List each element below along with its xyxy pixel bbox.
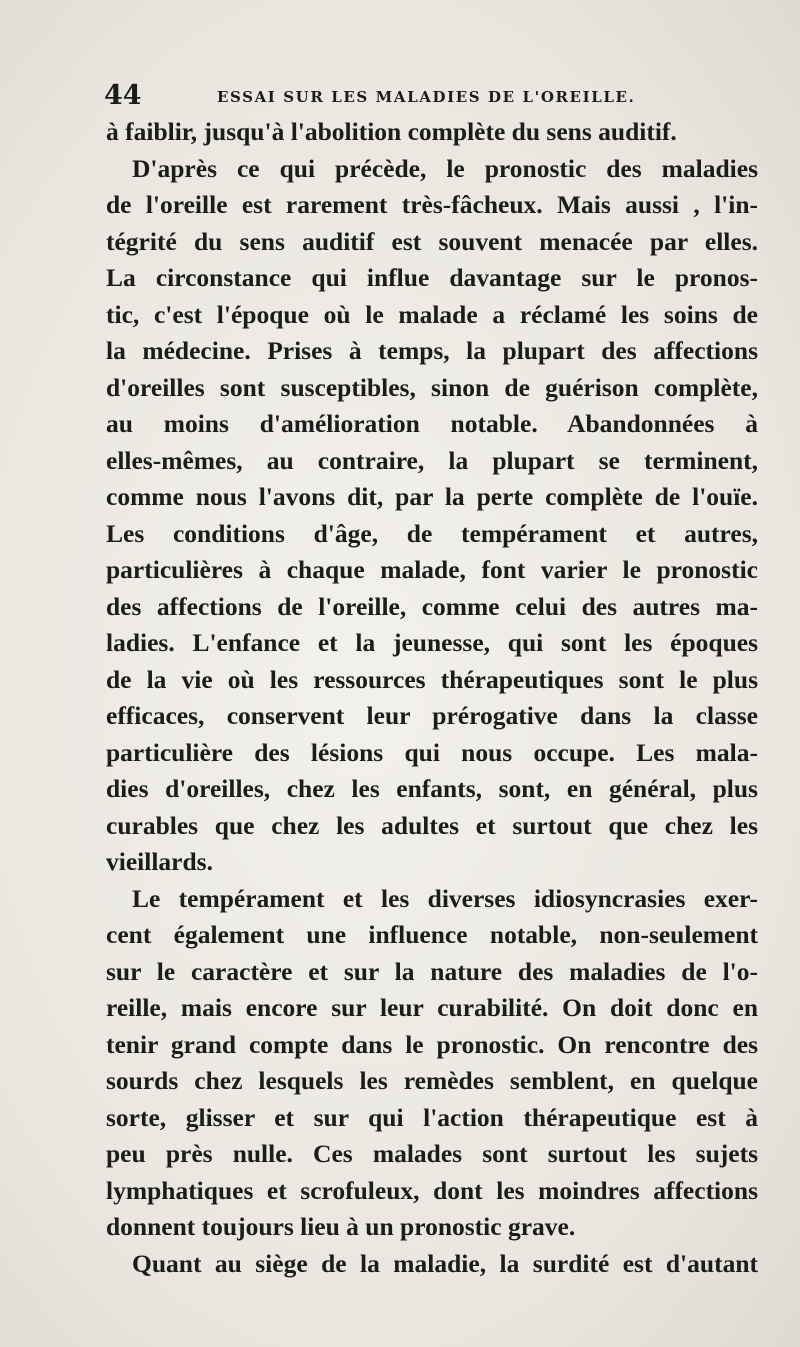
running-head: ESSAI SUR LES MALADIES DE L'OREILLE. bbox=[217, 88, 636, 106]
text-line: sorte, glisser et sur qui l'action thérapeutique est à bbox=[106, 1102, 758, 1132]
text-line: particulière des lésions qui nous occupe. Les mala- bbox=[106, 737, 758, 767]
text-line: elles-mêmes, au contraire, la plupart se terminent, bbox=[106, 445, 758, 475]
text-line: curables que chez les adultes et surtout que chez les bbox=[106, 810, 758, 840]
text-line: sourds chez lesquels les remèdes semblent, en quelque bbox=[106, 1066, 758, 1095]
text-line: Les conditions d'âge, de tempérament et autres, bbox=[106, 518, 758, 548]
text-line: lymphatiques et scrofuleux, dont les moindres affections bbox=[106, 1175, 758, 1205]
text-line: de l'oreille est rarement très-fâcheux. Mais aussi , l'in- bbox=[106, 190, 758, 219]
text-line: vieillards. bbox=[106, 847, 213, 876]
text-line: Quant au siège de la maladie, la surdité est d'autant bbox=[132, 1248, 758, 1278]
text-line: reille, mais encore sur leur curabilité. On doit donc en bbox=[106, 993, 758, 1022]
body-text bbox=[106, 114, 758, 1282]
text-line: des affections de l'oreille, comme celui des autres ma- bbox=[106, 591, 758, 621]
text-line: de la vie où les ressources thérapeutiques sont le plus bbox=[106, 664, 758, 694]
text-line: Le tempérament et les diverses idiosyncrasies exer- bbox=[132, 883, 758, 913]
text-line: sur le caractère et sur la nature des maladies de l'o- bbox=[106, 956, 758, 986]
text-line: D'après ce qui précède, le pronostic des maladies bbox=[132, 153, 758, 183]
text-line: dies d'oreilles, chez les enfants, sont, en général, plus bbox=[106, 774, 758, 803]
text-line: ladies. L'enfance et la jeunesse, qui sont les époques bbox=[106, 628, 758, 657]
text-line: tic, c'est l'époque où le malade a réclamé les soins de bbox=[106, 299, 758, 329]
text-line: efficaces, conservent leur prérogative dans la classe bbox=[106, 701, 758, 730]
text-line: peu près nulle. Ces malades sont surtout les sujets bbox=[106, 1139, 758, 1168]
text-line: au moins d'amélioration notable. Abandonnées à bbox=[106, 409, 758, 438]
text-line: particulières à chaque malade, font varier le pronostic bbox=[106, 555, 758, 584]
text-line: tégrité du sens auditif est souvent menacée par elles. bbox=[106, 226, 758, 256]
page-header bbox=[104, 80, 756, 112]
text-line: la médecine. Prises à temps, la plupart des affections bbox=[106, 336, 758, 365]
text-line: cent également une influence notable, non-seulement bbox=[106, 920, 758, 949]
text-line: donnent toujours lieu à un pronostic grave. bbox=[106, 1212, 576, 1241]
page-number: 44 bbox=[104, 80, 142, 111]
text-line: à faiblir, jusqu'à l'abolition complète du sens auditif. bbox=[106, 117, 677, 146]
text-line: tenir grand compte dans le pronostic. On rencontre des bbox=[106, 1029, 758, 1059]
text-line: d'oreilles sont susceptibles, sinon de guérison complète, bbox=[106, 372, 758, 402]
text-line: comme nous l'avons dit, par la perte complète de l'ouïe. bbox=[106, 482, 758, 511]
text-line: La circonstance qui influe davantage sur le pronos- bbox=[106, 263, 758, 292]
